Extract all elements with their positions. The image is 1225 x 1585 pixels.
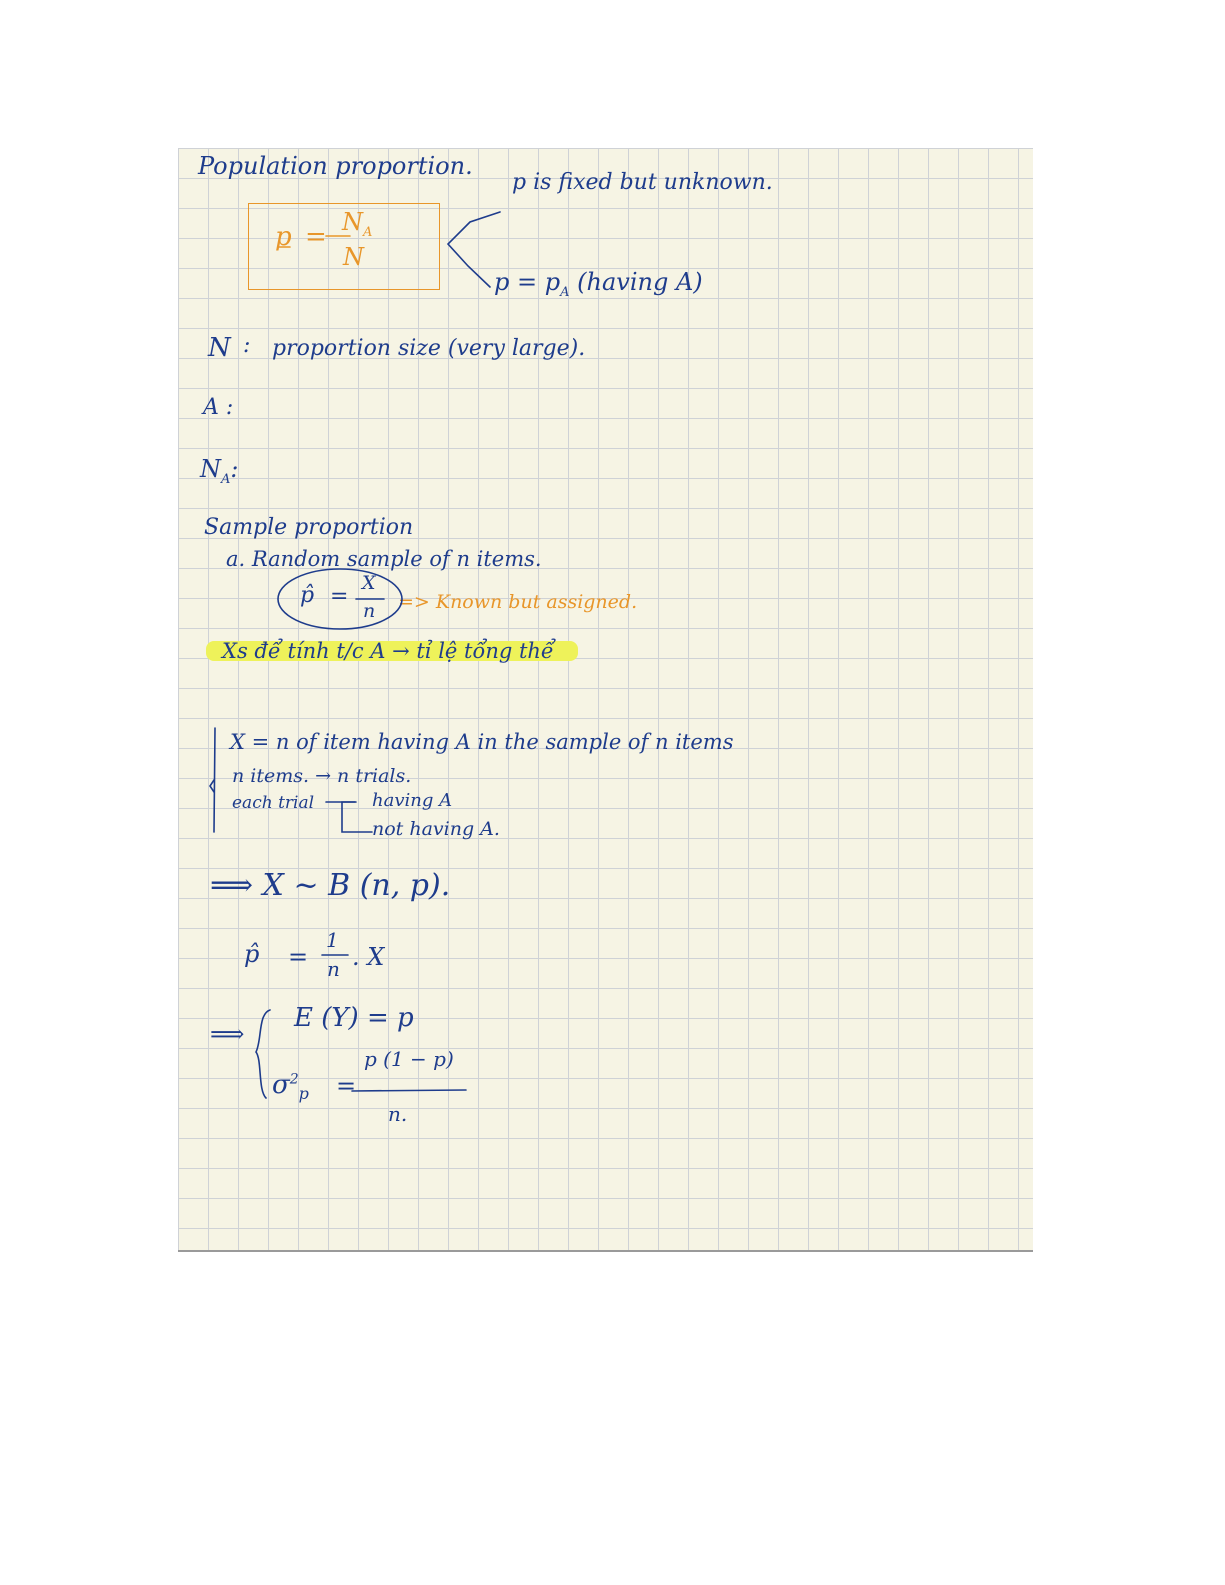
phat-eq2-equals: = [288,943,309,971]
system-brace-tip [210,780,214,792]
branch-proportion-sub: A [560,284,570,300]
def-N-colon: : [243,333,251,358]
formula-p: p [275,222,292,252]
def-NA-sub: A [221,471,231,487]
variance-fraction-bar [352,1090,466,1091]
variance-sub: p [298,1084,309,1104]
trial-option-having: having A [372,790,453,811]
variance-equals: = [336,1072,357,1100]
phat-denominator: n [363,600,376,622]
implies-arrow: ⟹ [210,1020,245,1048]
brace-line-2: n items. → n trials. [232,765,412,787]
phat-numerator: X [362,572,376,594]
branch-proportion-tail: (having A) [577,268,703,296]
variance-numerator: p (1 − p) [364,1047,454,1071]
heading-population-proportion: Population proportion. [198,152,473,180]
phat-equals: = [330,584,349,609]
variance-denominator: n. [388,1102,408,1126]
def-N-symbol: N [208,333,231,363]
brace-line-3: each trial [232,793,315,813]
expectation: E (Y) = p [294,1003,414,1033]
variance-sigma: σ [272,1070,290,1100]
binomial-statement: ⟹ X ~ B (n, p). [210,868,451,903]
formula-numerator-sub: A [363,224,373,240]
sample-item-a: a. Random sample of n items. [226,547,542,571]
phat-eq2-numerator: 1 [326,928,339,952]
formula-numerator-main: N [342,208,363,236]
system-curly-brace [256,1010,270,1098]
phat-note: => Known but assigned. [398,591,638,613]
variance-sup: 2 [289,1071,299,1088]
branch-proportion-main: p = p [494,268,561,296]
def-NA-colon: : [230,455,239,483]
formula-denominator: N [343,243,364,271]
def-N-text: proportion size (very large). [272,336,586,361]
formula-equals: = [305,222,327,252]
phat-lhs: p̂ [300,583,315,608]
branch-fixed-unknown: p is fixed but unknown. [512,170,773,195]
phat-eq2-lhs: p̂ [244,940,260,968]
def-NA-main: N [200,455,221,483]
def-A: A : [203,395,234,420]
sample-heading: Sample proportion [204,515,414,540]
highlight-text: Xs để tính t/c A → tỉ lệ tổng thể [222,639,554,663]
brace-line-1: X = n of item having A in the sample of n items [230,730,734,754]
phat-eq2-denominator: n [327,957,340,981]
trial-option-not-having: not having A. [372,818,500,840]
trial-bracket [342,802,372,832]
branch-bracket-stroke [448,212,500,287]
phat-eq2-tail: . X [352,943,385,971]
